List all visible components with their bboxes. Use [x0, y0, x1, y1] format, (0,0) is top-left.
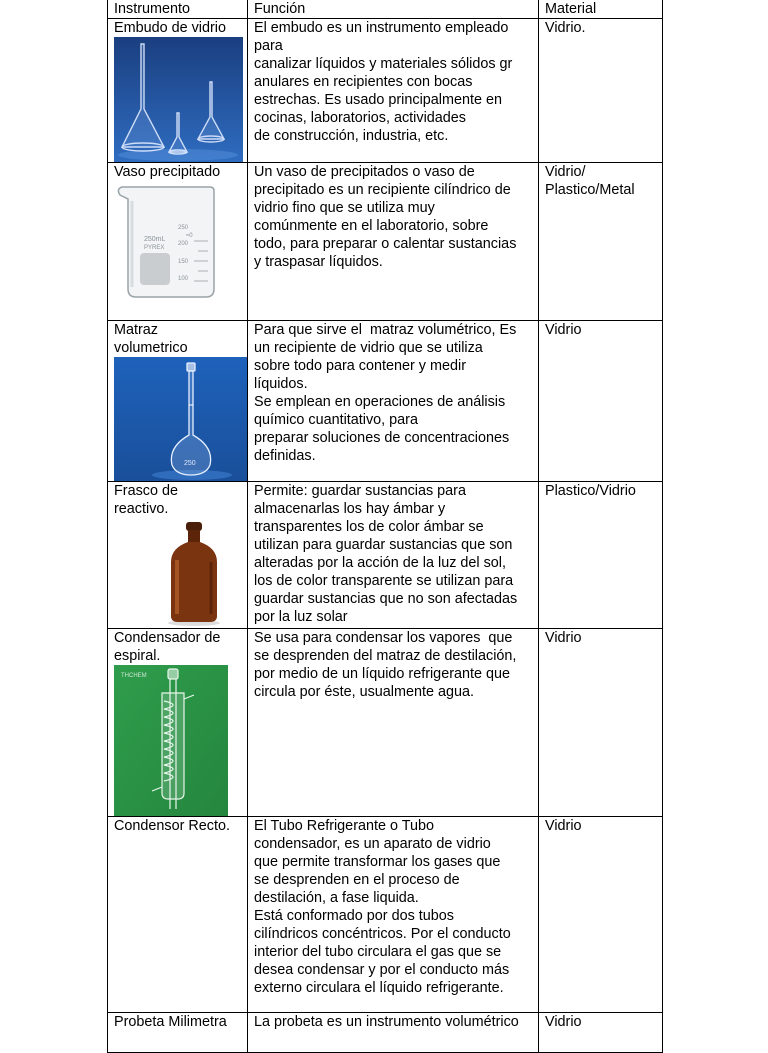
- instrument-cell: [108, 817, 248, 1013]
- function-text-line: Está conformado por dos tubos: [254, 908, 454, 924]
- beaker-scale-mark: 150: [178, 259, 189, 265]
- table-row: [108, 482, 663, 629]
- function-text-line: El Tubo Refrigerante o Tubo: [254, 818, 434, 834]
- material-text: Vidrio: [545, 818, 582, 834]
- material-cell: [539, 482, 663, 629]
- instrument-cell: [108, 482, 248, 629]
- function-text-line: para: [254, 38, 283, 54]
- function-text-line: vidrio fino que se utiliza muy: [254, 200, 435, 216]
- beaker-scale-mark: 200: [178, 241, 189, 247]
- instrument-name: Vaso precipitado: [114, 164, 221, 180]
- instrument-cell: [108, 163, 248, 321]
- function-text-line: condensador, es un aparato de vidrio: [254, 836, 491, 852]
- table-row: [108, 321, 663, 482]
- instrument-cell: [108, 1013, 248, 1053]
- function-text-line: canalizar líquidos y materiales sólidos gr: [254, 56, 513, 72]
- material-text: Vidrio.: [545, 20, 586, 36]
- function-text-line: por medio de un líquido refrigerante que: [254, 666, 511, 682]
- function-text-line: interior del tubo circulara el gas que se: [254, 944, 502, 960]
- function-text-line: estrechas. Es usado principalmente en: [254, 92, 502, 108]
- header-material: Material: [539, 0, 663, 19]
- instrument-name: Matraz: [114, 322, 158, 338]
- beaker-photo: [114, 181, 241, 301]
- table-row: [108, 19, 663, 163]
- function-text-line: Un vaso de precipitados o vaso de: [254, 164, 475, 180]
- function-text-line: químico cuantitativo, para: [254, 412, 418, 428]
- beaker-scale-mark: 100: [178, 276, 189, 282]
- instrument-name: Embudo de vidrio: [114, 20, 226, 36]
- function-text-line: cocinas, laboratorios, actividades: [254, 110, 466, 126]
- function-text-line: cilíndricos concéntricos. Por el conducto: [254, 926, 511, 942]
- table-row: [108, 163, 663, 321]
- function-text-line: por la luz solar: [254, 609, 348, 625]
- instrument-table: [107, 0, 663, 1053]
- instrument-name: Frasco de: [114, 483, 178, 499]
- function-text-line: preparar soluciones de concentraciones: [254, 430, 510, 446]
- glass-funnels-photo: [114, 37, 241, 162]
- function-cell: [248, 817, 539, 1013]
- function-text-line: que permite transformar los gases que: [254, 854, 501, 870]
- function-text-line: La probeta es un instrumento volumétrico: [254, 1014, 519, 1030]
- function-text-line: los de color transparente se utilizan para: [254, 573, 514, 589]
- beaker-volume-mark: 250mL: [144, 236, 166, 243]
- beaker-approx-mark: ≈0: [186, 233, 193, 239]
- flask-volume-mark: 250: [184, 460, 196, 467]
- function-text-line: de construcción, industria, etc.: [254, 128, 449, 144]
- function-text-line: Permite: guardar sustancias para: [254, 483, 466, 499]
- material-cell: [539, 817, 663, 1013]
- function-text-line: guardar sustancias que no son afectadas: [254, 591, 518, 607]
- material-text: Plastico/Metal: [545, 182, 635, 198]
- function-text-line: destilación, a fase liquida.: [254, 890, 419, 906]
- instrument-name: volumetrico: [114, 340, 188, 356]
- function-text-line: se desprenden del matraz de destilación,: [254, 648, 517, 664]
- function-text-line: y traspasar líquidos.: [254, 254, 383, 270]
- material-cell: [539, 163, 663, 321]
- material-cell: [539, 629, 663, 817]
- amber-reagent-bottle-photo: [114, 518, 241, 628]
- function-cell: [248, 482, 539, 629]
- instrument-cell: [108, 321, 248, 482]
- condenser-brand-mark: THCHEM: [121, 673, 147, 679]
- function-text-line: alteradas por la acción de la luz del sol,: [254, 555, 506, 571]
- material-text: Vidrio/: [545, 164, 586, 180]
- spiral-condenser-photo: [114, 665, 241, 816]
- function-text-line: externo circulara el líquido refrigerante.: [254, 980, 504, 996]
- function-text-line: Se usa para condensar los vapores que: [254, 630, 513, 646]
- material-text: Vidrio: [545, 630, 582, 646]
- header-funcion: Función: [248, 0, 539, 19]
- function-text-line: utilizan para guardar sustancias que son: [254, 537, 513, 553]
- header-instrumento: Instrumento: [108, 0, 248, 19]
- function-cell: [248, 163, 539, 321]
- function-text-line: líquidos.: [254, 376, 308, 392]
- function-text-line: desea condensar y por el conducto más: [254, 962, 510, 978]
- function-cell: [248, 1013, 539, 1053]
- function-text-line: sobre todo para contener y medir: [254, 358, 466, 374]
- function-text-line: El embudo es un instrumento empleado: [254, 20, 509, 36]
- beaker-brand-mark: PYREX: [144, 245, 165, 251]
- function-text-line: comúnmente en el laboratorio, sobre: [254, 218, 489, 234]
- table-row: [108, 629, 663, 817]
- material-cell: [539, 19, 663, 163]
- function-cell: [248, 19, 539, 163]
- instrument-name: Condensor Recto.: [114, 818, 230, 834]
- instrument-name: espiral.: [114, 648, 161, 664]
- instrument-name: reactivo.: [114, 501, 169, 517]
- function-text-line: todo, para preparar o calentar sustancias: [254, 236, 517, 252]
- volumetric-flask-photo: [114, 357, 241, 481]
- function-text-line: definidas.: [254, 448, 316, 464]
- function-text-line: se desprenden en el proceso de: [254, 872, 460, 888]
- instrument-cell: [108, 19, 248, 163]
- function-text-line: precipitado es un recipiente cilíndrico de: [254, 182, 511, 198]
- material-text: Vidrio: [545, 1014, 582, 1030]
- material-cell: [539, 1013, 663, 1053]
- function-text-line: Se emplean en operaciones de análisis: [254, 394, 506, 410]
- instrument-name: Condensador de: [114, 630, 221, 646]
- material-text: Vidrio: [545, 322, 582, 338]
- material-text: Plastico/Vidrio: [545, 483, 636, 499]
- function-text-line: anulares en recipientes con bocas: [254, 74, 473, 90]
- instrument-name: Probeta Milimetra: [114, 1014, 227, 1030]
- table-row: [108, 817, 663, 1013]
- function-text-line: transparentes los de color ámbar se: [254, 519, 484, 535]
- function-cell: [248, 321, 539, 482]
- table-row: [108, 1013, 663, 1053]
- function-text-line: circula por éste, usualmente agua.: [254, 684, 474, 700]
- function-cell: [248, 629, 539, 817]
- material-cell: [539, 321, 663, 482]
- function-text-line: Para que sirve el matraz volumétrico, Es: [254, 322, 517, 338]
- instrument-cell: [108, 629, 248, 817]
- function-text-line: un recipiente de vidrio que se utiliza: [254, 340, 483, 356]
- beaker-scale-mark: 250: [178, 225, 189, 231]
- function-text-line: almacenarlas los hay ámbar y: [254, 501, 446, 517]
